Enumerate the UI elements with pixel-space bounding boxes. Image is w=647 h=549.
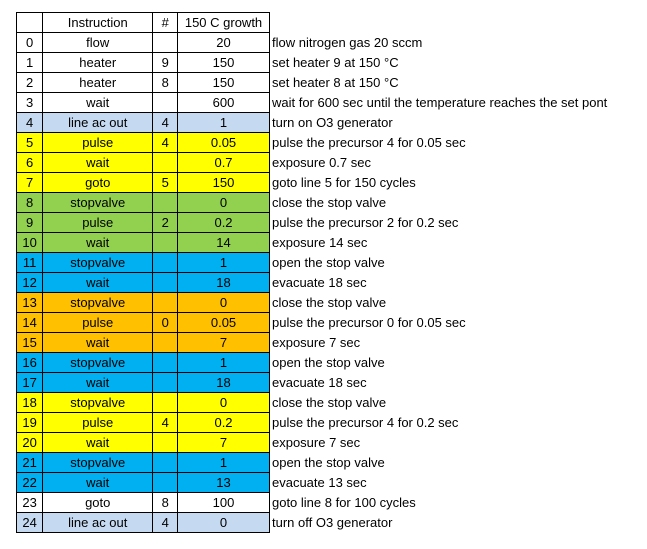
row-value: 0.2 [178, 213, 270, 233]
row-value: 14 [178, 233, 270, 253]
row-arg: 0 [153, 313, 178, 333]
row-instruction: goto [43, 493, 153, 513]
table-row [17, 333, 647, 353]
row-value: 150 [178, 173, 270, 193]
row-instruction: wait [43, 153, 153, 173]
row-value: 1 [178, 353, 270, 373]
table-row [17, 433, 647, 453]
row-value: 1 [178, 253, 270, 273]
row-instruction: wait [43, 333, 153, 353]
row-arg: 4 [153, 513, 178, 533]
row-index: 21 [17, 453, 43, 473]
row-value: 7 [178, 333, 270, 353]
row-index: 23 [17, 493, 43, 513]
row-description: evacuate 13 sec [271, 475, 367, 490]
row-index: 8 [17, 193, 43, 213]
row-arg [153, 473, 178, 493]
table-row [17, 353, 647, 373]
row-instruction: flow [43, 33, 153, 53]
row-value: 600 [178, 93, 270, 113]
row-description: pulse the precursor 4 for 0.05 sec [271, 135, 466, 150]
table-row [17, 493, 647, 513]
row-arg: 4 [153, 413, 178, 433]
row-value: 0.05 [178, 313, 270, 333]
row-description: turn off O3 generator [271, 515, 393, 530]
row-value: 150 [178, 73, 270, 93]
row-description: turn on O3 generator [271, 115, 393, 130]
row-arg [153, 273, 178, 293]
row-description: pulse the precursor 0 for 0.05 sec [271, 315, 466, 330]
row-index: 22 [17, 473, 43, 493]
row-arg [153, 353, 178, 373]
row-arg [153, 393, 178, 413]
row-description: evacuate 18 sec [271, 275, 367, 290]
table-row [17, 53, 647, 73]
row-description: exposure 7 sec [271, 335, 361, 350]
header-row [17, 13, 647, 33]
row-arg: 9 [153, 53, 178, 73]
row-value: 18 [178, 373, 270, 393]
row-description: flow nitrogen gas 20 sccm [271, 35, 423, 50]
row-arg [153, 253, 178, 273]
row-instruction: heater [43, 73, 153, 93]
row-instruction: stopvalve [43, 253, 153, 273]
row-value: 0 [178, 293, 270, 313]
table-row [17, 93, 647, 113]
row-arg: 4 [153, 113, 178, 133]
row-arg: 4 [153, 133, 178, 153]
row-description: set heater 9 at 150 °C [271, 55, 399, 70]
table-row [17, 293, 647, 313]
row-arg [153, 333, 178, 353]
row-index: 20 [17, 433, 43, 453]
row-description: set heater 8 at 150 °C [271, 75, 399, 90]
header-index [17, 13, 43, 33]
header-value: 150 C growth [178, 13, 270, 33]
table-row [17, 453, 647, 473]
row-arg [153, 153, 178, 173]
row-arg [153, 233, 178, 253]
row-index: 7 [17, 173, 43, 193]
row-value: 7 [178, 433, 270, 453]
recipe-table [16, 12, 647, 533]
row-arg [153, 193, 178, 213]
row-description: close the stop valve [271, 295, 387, 310]
row-value: 13 [178, 473, 270, 493]
row-instruction: pulse [43, 313, 153, 333]
row-instruction: pulse [43, 133, 153, 153]
header-blank [269, 13, 646, 33]
row-value: 150 [178, 53, 270, 73]
table-row [17, 133, 647, 153]
row-arg: 8 [153, 73, 178, 93]
row-index: 14 [17, 313, 43, 333]
row-value: 18 [178, 273, 270, 293]
table-row [17, 193, 647, 213]
row-index: 0 [17, 33, 43, 53]
row-index: 9 [17, 213, 43, 233]
row-instruction: pulse [43, 213, 153, 233]
row-description: goto line 8 for 100 cycles [271, 495, 416, 510]
row-description: close the stop valve [271, 395, 387, 410]
table-row [17, 473, 647, 493]
row-description: wait for 600 sec until the temperature reaches the set pont [271, 95, 608, 110]
row-instruction: wait [43, 373, 153, 393]
header-instruction: Instruction [43, 13, 153, 33]
row-instruction: stopvalve [43, 353, 153, 373]
row-description: pulse the precursor 4 for 0.2 sec [271, 415, 459, 430]
row-description: exposure 0.7 sec [271, 155, 371, 170]
row-index: 2 [17, 73, 43, 93]
row-value: 0 [178, 393, 270, 413]
row-description: open the stop valve [271, 455, 385, 470]
row-arg: 8 [153, 493, 178, 513]
row-index: 15 [17, 333, 43, 353]
header-arg: # [153, 13, 178, 33]
row-arg [153, 433, 178, 453]
table-row [17, 113, 647, 133]
row-index: 12 [17, 273, 43, 293]
row-arg: 2 [153, 213, 178, 233]
row-instruction: goto [43, 173, 153, 193]
row-index: 4 [17, 113, 43, 133]
row-value: 20 [178, 33, 270, 53]
table-row [17, 173, 647, 193]
row-description: exposure 7 sec [271, 435, 361, 450]
row-value: 0 [178, 513, 270, 533]
table-row [17, 233, 647, 253]
row-value: 100 [178, 493, 270, 513]
row-instruction: stopvalve [43, 453, 153, 473]
row-index: 3 [17, 93, 43, 113]
row-index: 1 [17, 53, 43, 73]
row-instruction: line ac out [43, 113, 153, 133]
row-instruction: line ac out [43, 513, 153, 533]
table-row [17, 213, 647, 233]
row-description: exposure 14 sec [271, 235, 368, 250]
row-instruction: wait [43, 433, 153, 453]
row-index: 18 [17, 393, 43, 413]
row-arg [153, 373, 178, 393]
row-arg [153, 293, 178, 313]
row-value: 0.2 [178, 413, 270, 433]
row-arg [153, 453, 178, 473]
table-row [17, 153, 647, 173]
row-index: 13 [17, 293, 43, 313]
row-index: 10 [17, 233, 43, 253]
row-instruction: wait [43, 233, 153, 253]
row-arg [153, 93, 178, 113]
row-index: 19 [17, 413, 43, 433]
row-index: 17 [17, 373, 43, 393]
row-instruction: stopvalve [43, 293, 153, 313]
row-instruction: wait [43, 93, 153, 113]
table-row [17, 373, 647, 393]
row-arg [153, 33, 178, 53]
row-index: 24 [17, 513, 43, 533]
table-row [17, 393, 647, 413]
table-row [17, 513, 647, 533]
table-row [17, 313, 647, 333]
row-instruction: wait [43, 273, 153, 293]
row-value: 0 [178, 193, 270, 213]
row-value: 0.05 [178, 133, 270, 153]
row-description: goto line 5 for 150 cycles [271, 175, 416, 190]
row-description: open the stop valve [271, 355, 385, 370]
row-value: 1 [178, 113, 270, 133]
row-index: 16 [17, 353, 43, 373]
row-instruction: wait [43, 473, 153, 493]
row-description: pulse the precursor 2 for 0.2 sec [271, 215, 459, 230]
row-description: open the stop valve [271, 255, 385, 270]
row-instruction: heater [43, 53, 153, 73]
row-value: 0.7 [178, 153, 270, 173]
row-index: 6 [17, 153, 43, 173]
row-instruction: stopvalve [43, 193, 153, 213]
row-value: 1 [178, 453, 270, 473]
table-row [17, 273, 647, 293]
row-description: close the stop valve [271, 195, 387, 210]
row-instruction: pulse [43, 413, 153, 433]
table-row [17, 413, 647, 433]
row-index: 5 [17, 133, 43, 153]
row-index: 11 [17, 253, 43, 273]
row-instruction: stopvalve [43, 393, 153, 413]
table-row [17, 253, 647, 273]
row-arg: 5 [153, 173, 178, 193]
table-row [17, 33, 647, 53]
table-row [17, 73, 647, 93]
row-description: evacuate 18 sec [271, 375, 367, 390]
